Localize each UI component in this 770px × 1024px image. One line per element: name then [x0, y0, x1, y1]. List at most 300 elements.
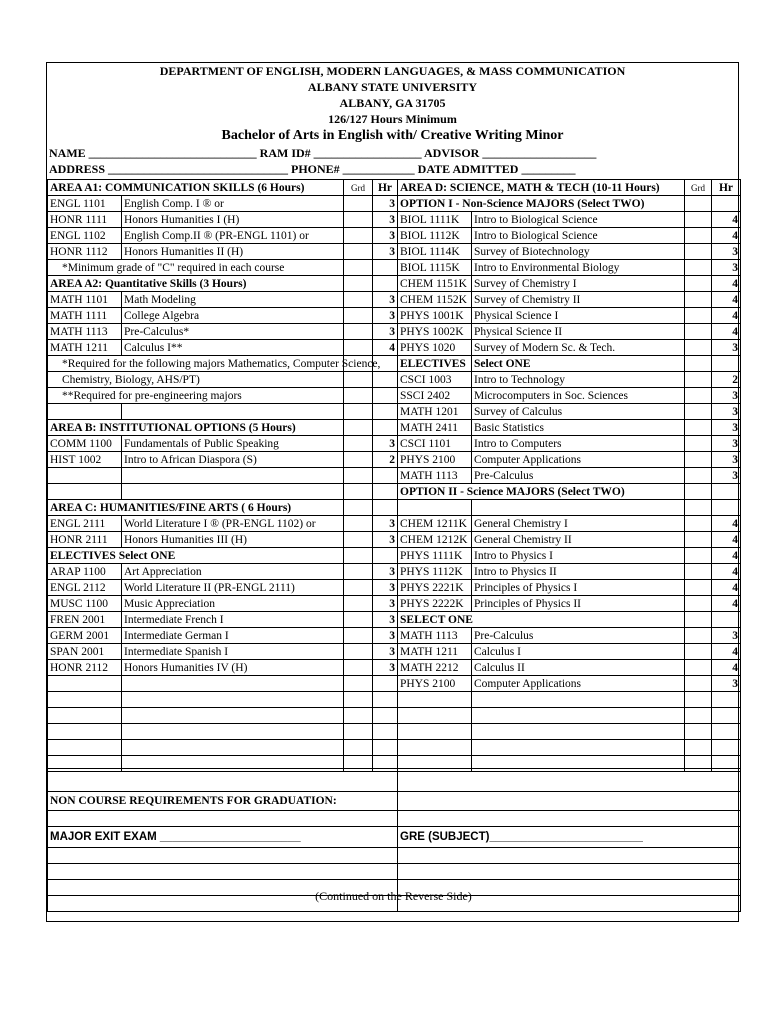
major-exit-exam-field[interactable]: MAJOR EXIT EXAM ______________________ — [48, 827, 398, 848]
left-course-name: Calculus I** — [122, 340, 344, 356]
right-grade-header — [685, 196, 712, 212]
left-blank-cell — [344, 484, 373, 500]
left-credit-hours: 3 — [373, 532, 398, 548]
right-course-name: Survey of Calculus — [472, 404, 685, 420]
right-grade-cell[interactable] — [685, 532, 712, 548]
university-name: ALBANY STATE UNIVERSITY — [307, 80, 478, 94]
left-credit-hours: 4 — [373, 340, 398, 356]
right-credit-hours: 4 — [712, 292, 741, 308]
left-blank-cell — [344, 468, 373, 484]
right-course-name: Survey of Modern Sc. & Tech. — [472, 340, 685, 356]
right-blank-cell — [712, 708, 741, 724]
right-grade-cell[interactable] — [685, 260, 712, 276]
right-course-name: Calculus II — [472, 660, 685, 676]
right-course-code: PHYS 2222K — [398, 596, 472, 612]
left-footnote: *Required for the following majors Mathematics, Computer Science, — [48, 356, 344, 372]
left-hours-header — [373, 276, 398, 292]
right-course-name: Intro to Technology — [472, 372, 685, 388]
right-grade-cell[interactable] — [685, 420, 712, 436]
left-course-name: English Comp.II ® (PR-ENGL 1101) or — [122, 228, 344, 244]
right-hours-header — [712, 612, 741, 628]
right-course-name: Intro to Computers — [472, 436, 685, 452]
left-grade-cell[interactable] — [344, 308, 373, 324]
right-course-code: MATH 1211 — [398, 644, 472, 660]
right-section-title: SELECT ONE — [398, 612, 685, 628]
left-course-name: Intermediate French I — [122, 612, 344, 628]
right-grade-cell[interactable] — [685, 596, 712, 612]
left-blank-cell — [48, 484, 122, 500]
right-blank-cell — [712, 740, 741, 756]
right-grade-cell[interactable] — [685, 516, 712, 532]
left-credit-hours: 3 — [373, 324, 398, 340]
right-course-name: Principles of Physics I — [472, 580, 685, 596]
right-course-name: Computer Applications — [472, 452, 685, 468]
left-blank-cell — [373, 676, 398, 692]
left-blank-cell — [48, 708, 122, 724]
grid-row — [48, 244, 741, 260]
grid-row — [48, 452, 741, 468]
right-credit-hours: 3 — [712, 244, 741, 260]
left-blank-cell — [48, 724, 122, 740]
right-grade-header: Grd — [685, 180, 712, 196]
right-course-code: MATH 2212 — [398, 660, 472, 676]
left-credit-hours: 3 — [373, 228, 398, 244]
right-credit-hours: 3 — [712, 404, 741, 420]
right-course-name: Principles of Physics II — [472, 596, 685, 612]
right-blank-cell — [398, 500, 472, 516]
right-course-name: Computer Applications — [472, 676, 685, 692]
grid-row — [48, 628, 741, 644]
left-grade-header — [344, 548, 373, 564]
right-grade-cell[interactable] — [685, 676, 712, 692]
left-grade-header — [344, 500, 373, 516]
right-hours-header: Hr — [712, 180, 741, 196]
left-blank-cell — [344, 692, 373, 708]
student-info-row-1[interactable]: NAME ____________________________ RAM ID# __________________ ADVISOR ___________________ — [49, 146, 597, 160]
right-credit-hours: 4 — [712, 644, 741, 660]
left-section-title: AREA A1: COMMUNICATION SKILLS (6 Hours) — [48, 180, 344, 196]
right-grade-cell[interactable] — [685, 564, 712, 580]
right-hours-cell — [712, 356, 741, 372]
right-course-name: Survey of Chemistry I — [472, 276, 685, 292]
left-credit-hours: 3 — [373, 436, 398, 452]
right-credit-hours: 3 — [712, 628, 741, 644]
right-credit-hours: 4 — [712, 516, 741, 532]
left-grade-cell[interactable] — [344, 228, 373, 244]
left-credit-hours: 3 — [373, 244, 398, 260]
left-course-code: HIST 1002 — [48, 452, 122, 468]
program-title: Bachelor of Arts in English with/ Creative Writing Minor — [221, 128, 564, 143]
right-credit-hours: 2 — [712, 372, 741, 388]
left-blank-cell — [373, 692, 398, 708]
grid-row — [48, 692, 741, 708]
right-course-code: PHYS 2221K — [398, 580, 472, 596]
left-grade-cell[interactable] — [344, 596, 373, 612]
grid-row — [48, 660, 741, 676]
left-hours-header: Hr — [373, 180, 398, 196]
left-course-name: Intro to African Diaspora (S) — [122, 452, 344, 468]
left-blank-cell — [48, 404, 122, 420]
left-grade-cell[interactable] — [344, 292, 373, 308]
right-credit-hours: 4 — [712, 580, 741, 596]
left-course-code: ENGL 2112 — [48, 580, 122, 596]
right-grade-cell[interactable] — [685, 580, 712, 596]
right-credit-hours: 3 — [712, 436, 741, 452]
right-course-name: Intro to Physics II — [472, 564, 685, 580]
grid-row — [48, 708, 741, 724]
left-footnote: Chemistry, Biology, AHS/PT) — [48, 372, 344, 388]
left-course-name: World Literature II (PR-ENGL 2111) — [122, 580, 344, 596]
right-grade-cell[interactable] — [685, 324, 712, 340]
right-course-code: CHEM 1211K — [398, 516, 472, 532]
left-credit-hours: 3 — [373, 660, 398, 676]
left-course-name: Art Appreciation — [122, 564, 344, 580]
right-course-code: PHYS 1001K — [398, 308, 472, 324]
grid-row — [48, 564, 741, 580]
right-electives-select: Select ONE — [472, 356, 685, 372]
right-credit-hours: 3 — [712, 388, 741, 404]
right-course-code: MATH 1113 — [398, 468, 472, 484]
left-course-name: Fundamentals of Public Speaking — [122, 436, 344, 452]
grid-row — [48, 676, 741, 692]
right-blank-cell — [685, 708, 712, 724]
left-credit-hours: 3 — [373, 292, 398, 308]
right-blank-cell — [398, 724, 472, 740]
right-credit-hours: 4 — [712, 564, 741, 580]
left-grade-cell[interactable] — [344, 612, 373, 628]
left-course-code: MATH 1101 — [48, 292, 122, 308]
left-grade-cell[interactable] — [344, 244, 373, 260]
grid-row — [48, 228, 741, 244]
left-blank-cell — [344, 708, 373, 724]
right-course-name: Physical Science I — [472, 308, 685, 324]
university-city: ALBANY, GA 31705 — [339, 96, 446, 110]
left-course-code: HONR 1111 — [48, 212, 122, 228]
left-course-code: MATH 1111 — [48, 308, 122, 324]
left-blank-cell — [373, 484, 398, 500]
right-grade-cell[interactable] — [685, 372, 712, 388]
right-course-code: BIOL 1114K — [398, 244, 472, 260]
right-credit-hours: 4 — [712, 228, 741, 244]
left-credit-hours: 3 — [373, 212, 398, 228]
left-course-code: ENGL 1101 — [48, 196, 122, 212]
right-course-name: Intro to Physics I — [472, 548, 685, 564]
right-grade-cell[interactable] — [685, 292, 712, 308]
gre-subject-field[interactable]: GRE (SUBJECT)________________________ — [398, 827, 741, 848]
left-course-name: Intermediate Spanish I — [122, 644, 344, 660]
left-blank-cell — [48, 740, 122, 756]
left-blank-cell — [344, 404, 373, 420]
left-grade-cell[interactable] — [344, 212, 373, 228]
left-credit-hours: 2 — [373, 452, 398, 468]
right-credit-hours: 3 — [712, 340, 741, 356]
right-grade-cell[interactable] — [685, 212, 712, 228]
right-grade-cell[interactable] — [685, 388, 712, 404]
right-grade-cell[interactable] — [685, 404, 712, 420]
right-course-code: PHYS 1002K — [398, 324, 472, 340]
right-blank-cell — [685, 724, 712, 740]
left-grade-header: Grd — [344, 180, 373, 196]
left-course-code: SPAN 2001 — [48, 644, 122, 660]
left-grade-cell[interactable] — [344, 580, 373, 596]
right-credit-hours: 4 — [712, 308, 741, 324]
left-blank-cell — [122, 468, 344, 484]
right-grade-cell[interactable] — [685, 628, 712, 644]
right-blank-cell — [685, 740, 712, 756]
right-credit-hours: 4 — [712, 660, 741, 676]
left-grade-cell[interactable] — [344, 516, 373, 532]
grid-row — [48, 484, 741, 500]
left-blank-cell — [122, 676, 344, 692]
left-grade-cell[interactable] — [344, 644, 373, 660]
grid-row — [48, 404, 741, 420]
left-grade-cell[interactable] — [344, 340, 373, 356]
right-course-name: Calculus I — [472, 644, 685, 660]
right-blank-cell — [472, 740, 685, 756]
left-blank-cell — [373, 404, 398, 420]
right-course-name: Microcomputers in Soc. Sciences — [472, 388, 685, 404]
right-course-code: BIOL 1112K — [398, 228, 472, 244]
right-blank-cell — [472, 708, 685, 724]
grid-row — [48, 740, 741, 756]
grid-row — [48, 596, 741, 612]
grid-row — [48, 276, 741, 292]
non-course-title: NON COURSE REQUIREMENTS FOR GRADUATION: — [48, 792, 398, 811]
left-section-title: ELECTIVES Select ONE — [48, 548, 344, 564]
left-course-name: Honors Humanities II (H) — [122, 244, 344, 260]
left-hours-header — [373, 372, 398, 388]
left-course-name: Music Appreciation — [122, 596, 344, 612]
left-course-code: ENGL 2111 — [48, 516, 122, 532]
right-course-name: Intro to Environmental Biology — [472, 260, 685, 276]
left-hours-header — [373, 420, 398, 436]
left-blank-cell — [122, 708, 344, 724]
grid-row — [48, 612, 741, 628]
continued-note: (Continued on the Reverse Side) — [315, 889, 472, 903]
right-section-title: OPTION I - Non-Science MAJORS (Select TWO) — [398, 196, 685, 212]
left-course-name: College Algebra — [122, 308, 344, 324]
grid-row — [48, 260, 741, 276]
right-course-name: Pre-Calculus — [472, 628, 685, 644]
left-grade-header — [344, 276, 373, 292]
right-blank-cell — [398, 708, 472, 724]
right-credit-hours: 3 — [712, 452, 741, 468]
student-info-row-2[interactable]: ADDRESS ______________________________ PHONE# ____________ DATE ADMITTED _________ — [49, 162, 576, 176]
left-hours-header — [373, 548, 398, 564]
left-section-title: AREA C: HUMANITIES/FINE ARTS ( 6 Hours) — [48, 500, 344, 516]
left-course-name: Intermediate German I — [122, 628, 344, 644]
right-course-name: Basic Statistics — [472, 420, 685, 436]
left-blank-cell — [122, 404, 344, 420]
left-course-code: ENGL 1102 — [48, 228, 122, 244]
left-blank-cell — [373, 708, 398, 724]
left-grade-cell[interactable] — [344, 628, 373, 644]
right-course-code: PHYS 2100 — [398, 676, 472, 692]
right-electives-label: ELECTIVES — [398, 356, 472, 372]
right-blank-cell — [472, 500, 685, 516]
grid-row — [48, 324, 741, 340]
right-grade-cell[interactable] — [685, 340, 712, 356]
left-section-title: AREA A2: Quantitative Skills (3 Hours) — [48, 276, 344, 292]
right-course-code: SSCI 2402 — [398, 388, 472, 404]
grid-row — [48, 420, 741, 436]
right-section-title: AREA D: SCIENCE, MATH & TECH (10-11 Hours) — [398, 180, 685, 196]
left-blank-cell — [48, 692, 122, 708]
left-hours-header — [373, 500, 398, 516]
left-hours-header — [373, 260, 398, 276]
left-grade-cell[interactable] — [344, 564, 373, 580]
right-course-name: Physical Science II — [472, 324, 685, 340]
left-course-code: MATH 1211 — [48, 340, 122, 356]
left-grade-cell[interactable] — [344, 324, 373, 340]
left-course-name: Honors Humanities III (H) — [122, 532, 344, 548]
right-grade-cell[interactable] — [685, 660, 712, 676]
right-grade-cell[interactable] — [685, 548, 712, 564]
right-blank-cell — [712, 724, 741, 740]
left-section-title: AREA B: INSTITUTIONAL OPTIONS (5 Hours) — [48, 420, 344, 436]
grid-row — [48, 644, 741, 660]
left-course-name: English Comp. I ® or — [122, 196, 344, 212]
left-grade-header — [344, 420, 373, 436]
left-course-code: ARAP 1100 — [48, 564, 122, 580]
right-grade-header — [685, 484, 712, 500]
grid-row — [48, 180, 741, 196]
right-credit-hours: 3 — [712, 260, 741, 276]
form-header — [47, 63, 738, 177]
right-grade-cell[interactable] — [685, 228, 712, 244]
right-blank-cell — [472, 692, 685, 708]
right-credit-hours: 3 — [712, 676, 741, 692]
left-grade-header — [344, 388, 373, 404]
left-course-name: Pre-Calculus* — [122, 324, 344, 340]
left-credit-hours: 3 — [373, 196, 398, 212]
left-grade-cell[interactable] — [344, 196, 373, 212]
right-blank-cell — [712, 500, 741, 516]
right-course-code: BIOL 1115K — [398, 260, 472, 276]
left-course-code: HONR 2111 — [48, 532, 122, 548]
left-credit-hours: 3 — [373, 596, 398, 612]
left-credit-hours: 3 — [373, 628, 398, 644]
grid-row — [48, 212, 741, 228]
right-course-code: MATH 1201 — [398, 404, 472, 420]
left-blank-cell — [48, 676, 122, 692]
right-course-name: Pre-Calculus — [472, 468, 685, 484]
right-credit-hours: 3 — [712, 420, 741, 436]
left-grade-cell[interactable] — [344, 532, 373, 548]
right-course-name: Survey of Chemistry II — [472, 292, 685, 308]
left-credit-hours: 3 — [373, 516, 398, 532]
right-course-name: Survey of Biotechnology — [472, 244, 685, 260]
left-grade-cell[interactable] — [344, 436, 373, 452]
left-course-code: FREN 2001 — [48, 612, 122, 628]
left-course-name: Honors Humanities I (H) — [122, 212, 344, 228]
left-blank-cell — [344, 740, 373, 756]
grid-row — [48, 340, 741, 356]
left-credit-hours: 3 — [373, 612, 398, 628]
department-name: DEPARTMENT OF ENGLISH, MODERN LANGUAGES, & MASS COMMUNICATION — [159, 64, 626, 78]
grid-row — [48, 436, 741, 452]
grid-row — [48, 196, 741, 212]
grid-row — [48, 532, 741, 548]
left-blank-cell — [373, 724, 398, 740]
right-course-code: CHEM 1152K — [398, 292, 472, 308]
left-blank-cell — [122, 692, 344, 708]
left-blank-cell — [122, 724, 344, 740]
left-credit-hours: 3 — [373, 580, 398, 596]
left-blank-cell — [344, 676, 373, 692]
right-grade-cell[interactable] — [685, 452, 712, 468]
left-credit-hours: 3 — [373, 308, 398, 324]
left-grade-cell[interactable] — [344, 660, 373, 676]
right-grade-cell[interactable] — [685, 468, 712, 484]
right-course-code: CSCI 1101 — [398, 436, 472, 452]
right-grade-cell[interactable] — [685, 356, 712, 372]
grid-row — [48, 516, 741, 532]
right-grade-cell[interactable] — [685, 276, 712, 292]
right-credit-hours: 4 — [712, 532, 741, 548]
right-course-code: MATH 1113 — [398, 628, 472, 644]
left-hours-header — [373, 388, 398, 404]
left-course-code: GERM 2001 — [48, 628, 122, 644]
left-blank-cell — [373, 740, 398, 756]
left-credit-hours: 3 — [373, 564, 398, 580]
left-course-code: MUSC 1100 — [48, 596, 122, 612]
left-course-name: World Literature I ® (PR-ENGL 1102) or — [122, 516, 344, 532]
right-blank-cell — [398, 740, 472, 756]
left-blank-cell — [122, 484, 344, 500]
left-course-code: HONR 1112 — [48, 244, 122, 260]
right-blank-cell — [685, 692, 712, 708]
right-grade-header — [685, 612, 712, 628]
hours-minimum: 126/127 Hours Minimum — [328, 112, 457, 126]
right-course-code: CSCI 1003 — [398, 372, 472, 388]
right-credit-hours: 4 — [712, 324, 741, 340]
left-course-code: COMM 1100 — [48, 436, 122, 452]
left-blank-cell — [344, 724, 373, 740]
right-course-name: Intro to Biological Science — [472, 228, 685, 244]
left-grade-cell[interactable] — [344, 452, 373, 468]
right-grade-cell[interactable] — [685, 244, 712, 260]
right-credit-hours: 4 — [712, 276, 741, 292]
right-course-name: Intro to Biological Science — [472, 212, 685, 228]
right-grade-cell[interactable] — [685, 644, 712, 660]
right-blank-cell — [712, 692, 741, 708]
right-course-code: PHYS 1112K — [398, 564, 472, 580]
right-grade-cell[interactable] — [685, 436, 712, 452]
right-section-title: OPTION II - Science MAJORS (Select TWO) — [398, 484, 685, 500]
grid-row — [48, 388, 741, 404]
right-grade-cell[interactable] — [685, 308, 712, 324]
right-credit-hours: 4 — [712, 548, 741, 564]
right-hours-header — [712, 484, 741, 500]
grid-row — [48, 724, 741, 740]
left-course-name: Honors Humanities IV (H) — [122, 660, 344, 676]
left-grade-header — [344, 372, 373, 388]
grid-row — [48, 356, 741, 372]
right-course-code: BIOL 1111K — [398, 212, 472, 228]
right-course-code: PHYS 2100 — [398, 452, 472, 468]
right-blank-cell — [398, 692, 472, 708]
degree-checklist-form — [46, 62, 739, 922]
right-course-name: General Chemistry II — [472, 532, 685, 548]
grid-row — [48, 468, 741, 484]
right-credit-hours: 4 — [712, 596, 741, 612]
left-course-code: MATH 1113 — [48, 324, 122, 340]
left-blank-cell — [373, 468, 398, 484]
grid-row — [48, 500, 741, 516]
left-blank-cell — [48, 468, 122, 484]
right-course-code: MATH 2411 — [398, 420, 472, 436]
